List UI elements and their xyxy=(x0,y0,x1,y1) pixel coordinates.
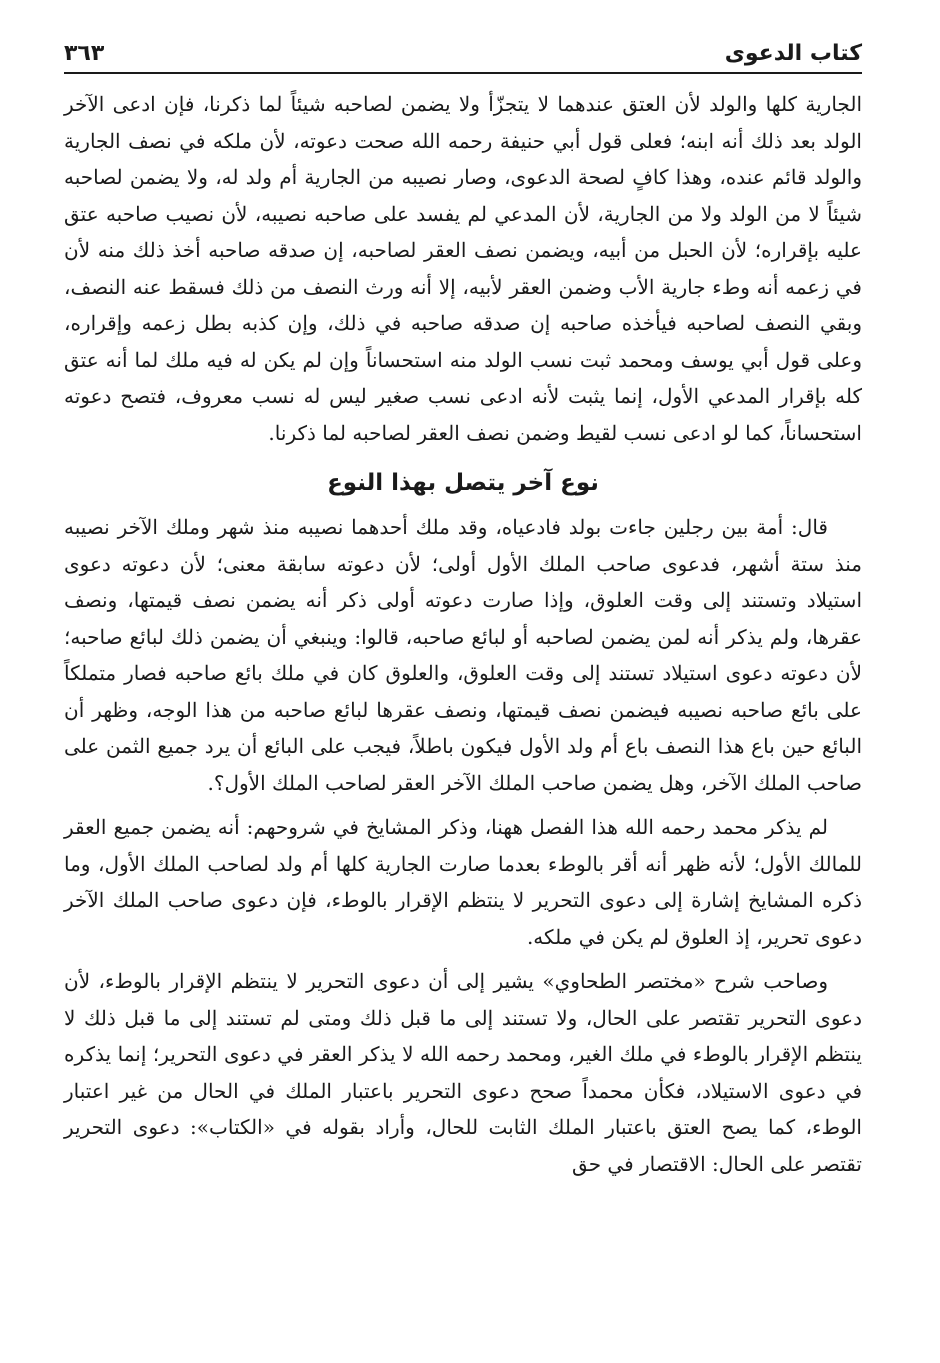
paragraph-section-intro: قال: أمة بين رجلين جاءت بولد فادعياه، وقد ملك أحدهما نصيبه منذ شهر وملك الآخر نصيبه منذ ستة أشهر، فدعوى صاحب الملك الأول أولى؛ لأن دعوته سابقة معنى؛ لأن دعوته دعوى استيلاد وتستند إلى وقت العلوق، وإذا صارت دعوته أولى ذكر أنه يضمن نصف قيمتها، ونصف عقرها، ولم يذكر أنه لمن يضمن لصاحبه أو لبائع صاحبه، قالوا: وينبغي أن يضمن ذلك لبائع صاحبه؛ لأن دعوته دعوى استيلاد تستند إلى وقت العلوق، والعلوق كان في ملك بائع صاحبه فصار متملكاً على بائع صاحبه نصيبه فيضمن نصف قيمتها، ونصف عقرها لبائع صاحبه من هذا الوجه، وظهر أن البائع حين باع هذا النصف باع أم ولد الأول فيكون باطلاً، فيجب على البائع أن يرد جميع الثمن على صاحب الملك الآخر، وهل يضمن صاحب الملك الآخر العقر لصاحب الملك الأول؟. xyxy=(64,515,862,795)
book-title: كتاب الدعوى xyxy=(724,41,862,66)
paragraph-continuation: الجارية كلها والولد لأن العتق عندهما لا يتجزّأ ولا يضمن لصاحبه شيئاً لما ذكرنا، فإن ادعى الآخر الولد بعد ذلك أنه ابنه؛ فعلى قول أبي حنيفة رحمه الله صحت دعوته، لأن ملكه في نصف الجارية والولد قائم عنده، وهذا كافٍ لصحة الدعوى، وصار نصيبه من الجارية أم ولد له، ولا يضمن لصاحبه شيئاً لا من الولد ولا من الجارية، لأن المدعي لم يفسد على صاحبه نصيبه، لأن نصيب صاحبه عتق عليه بإقراره؛ لأن الحبل من أبيه، ويضمن نصف العقر لصاحبه، إن صدقه صاحبه أخذ ذلك منه لأن في زعمه أنه وطء جارية الأب وضمن العقر لأبيه، إلا أنه ورث النصف من ذلك فسقط عنه النصف، وبقي النصف لصاحبه فيأخذه صاحبه إن صدقه صاحبه في ذلك، وإن كذبه بطل زعمه وإقراره، وعلى قول أبي يوسف ومحمد ثبت نسب الولد منه استحساناً وإن لم يكن له فيه ملك لما أنه عتق كله بإقرار المدعي الأول، إنما يثبت لأنه ادعى نسب صغير ليس له نسب معروف، فتصح دعوته استحساناً، كما لو ادعى نسب لقيط وضمن نصف العقر لصاحبه لما ذكرنا. xyxy=(64,92,862,445)
paragraph-tahawi-commentary: وصاحب شرح «مختصر الطحاوي» يشير إلى أن دعوى التحرير لا ينتظم الإقرار بالوطء، لأن دعوى التحرير تقتصر على الحال، ولا تستند إلى ما قبل ذلك ومتى لم تستند إلى ما قبل ذلك لا ينتظم الإقرار بالوطء في ملك الغير، ومحمد رحمه الله لا يذكر العقر في دعوى التحرير؛ إنما يذكره في دعوى الاستيلاد، فكأن محمداً صحح دعوى التحرير باعتبار الملك في الحال من غير اعتبار الوطء، كما يصح العتق باعتبار الملك الثابت للحال، وأراد بقوله في «الكتاب»: دعوى التحرير تقتصر على الحال: الاقتصار في حق xyxy=(64,969,862,1176)
page-number: ٣٦٣ xyxy=(64,41,105,66)
section-heading: نوع آخر يتصل بهذا النوع xyxy=(327,470,599,496)
running-header xyxy=(64,26,862,66)
header-rule xyxy=(64,72,862,74)
page-body xyxy=(64,86,862,1182)
paragraph-muhammad-note: لم يذكر محمد رحمه الله هذا الفصل ههنا، وذكر المشايخ في شروحهم: أنه يضمن جميع العقر للمالك الأول؛ لأنه ظهر أنه أقر بالوطء بعدما صارت الجارية كلها أم ولد لصاحب الملك الأول، وما ذكره المشايخ إشارة إلى دعوى التحرير لا ينتظم الإقرار بالوطء، فإن دعوى صاحب الملك الآخر دعوى تحرير، إذ العلوق لم يكن في ملكه. xyxy=(64,815,862,949)
